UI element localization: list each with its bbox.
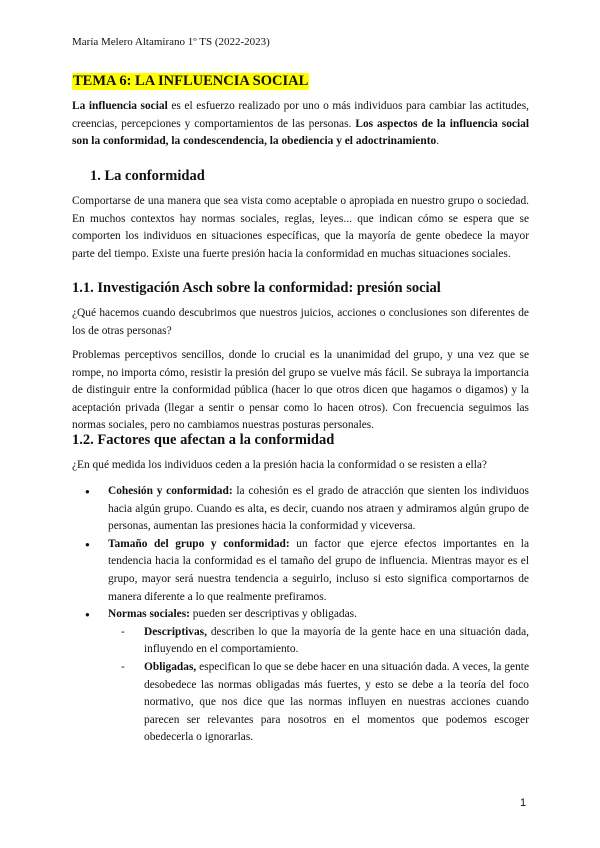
- intro-bold-aspects: Los aspectos de la influencia social son la conformidad, la condescendencia, la obediencia y el adoctrinamiento: [72, 117, 529, 148]
- intro-paragraph: [72, 98, 529, 151]
- sub-list-item: [108, 624, 529, 659]
- bullet-label: Tamaño del grupo y conformidad:: [108, 537, 290, 550]
- list-item: [72, 483, 529, 536]
- section-1-2-question: ¿En qué medida los individuos ceden a la presión hacia la conformidad o se resisten a ella?: [72, 459, 487, 471]
- page-header: María Melero Altamirano 1º TS (2022-2023): [72, 36, 270, 48]
- factors-list: [72, 483, 529, 747]
- sub-item-text: especifican lo que se debe hacer en una situación dada. A veces, la gente desobedece las normas obligadas más fuertes, y esto se debe a la teoría del foco normativo, que nos dice que las normas influyen en nuestras acciones cuando parecen ser relevantes para nosotros en el momentos que podemos escoger obedecerla o ignorarlas.: [144, 660, 529, 744]
- sub-item-text: describen lo que la mayoría de la gente hace en una situación dada, influyendo en el comportamiento.: [144, 625, 529, 656]
- list-item: [72, 536, 529, 606]
- bullet-text: un factor que ejerce efectos importantes en la tendencia hacia la conformidad es el tamaño del grupo de influencia. Mientras mayor es el grupo, mayor será nuestra tendencia a seguirlo, incluso si esto significa comportarnos de manera diferente a lo que realmente prefiramos.: [108, 537, 529, 603]
- norms-sublist: [108, 624, 529, 747]
- page-number: 1: [520, 797, 527, 809]
- section-1-1-text: Problemas perceptivos sencillos, donde lo crucial es la unanimidad del grupo, y una vez que se rompe, no importa cómo, resistir la presión del grupo se vuelve más fácil. Se subraya la importancia de distinguir entre la conformidad pública (hacer lo que otros dicen que hagamos o digamos) y la aceptación privada (llegar a sentir o pensar como lo hacen otros). Con frecuencia seguimos las normas sociales, pero no cambiamos nuestras posturas personales.: [72, 349, 529, 432]
- document-title: TEMA 6: LA INFLUENCIA SOCIAL: [73, 73, 309, 89]
- list-item: [72, 606, 529, 747]
- sub-item-label: Descriptivas,: [144, 625, 207, 638]
- section-1-1-heading: 1.1. Investigación Asch sobre la conformidad: presión social: [72, 280, 441, 296]
- intro-text: es el esfuerzo realizado por uno o más individuos para cambiar las actitudes, creencias, percepciones y comportamientos de las personas.: [72, 100, 529, 130]
- sub-item-label: Obligadas,: [144, 660, 197, 673]
- section-1-heading: 1. La conformidad: [90, 168, 205, 184]
- bullet-label: Cohesión y conformidad:: [108, 485, 233, 497]
- section-1-2-heading: 1.2. Factores que afectan a la conformidad: [72, 432, 335, 448]
- bullet-text: pueden ser descriptivas y obligadas.: [189, 608, 357, 621]
- intro-end: .: [436, 135, 440, 148]
- section-1-1-question: ¿Qué hacemos cuando descubrimos que nuestros juicios, acciones o conclusiones son diferentes de los de otras personas?: [72, 307, 529, 337]
- bullet-label: Normas sociales:: [108, 608, 190, 621]
- section-1-text: Comportarse de una manera que sea vista como aceptable o apropiada en nuestro grupo o sociedad. En muchos contextos hay normas sociales, reglas, leyes... que indican cómo se espera que se comporten los individuos en situaciones específicas, que la mayoría de gente obedece la mayor parte del tiempo. Existe una fuerte presión hacia la conformidad en muchas situaciones sociales.: [72, 195, 529, 260]
- sub-list-item: [108, 659, 529, 747]
- intro-bold-term: La influencia social: [72, 100, 168, 112]
- bullet-text: la cohesión es el grado de atracción que sienten los individuos hacia algún grupo. Cuando es alta, es decir, cuando nos atraen y admiramos algún grupo de personas, aumentan las presiones hacia la conformidad y viceversa.: [108, 485, 529, 533]
